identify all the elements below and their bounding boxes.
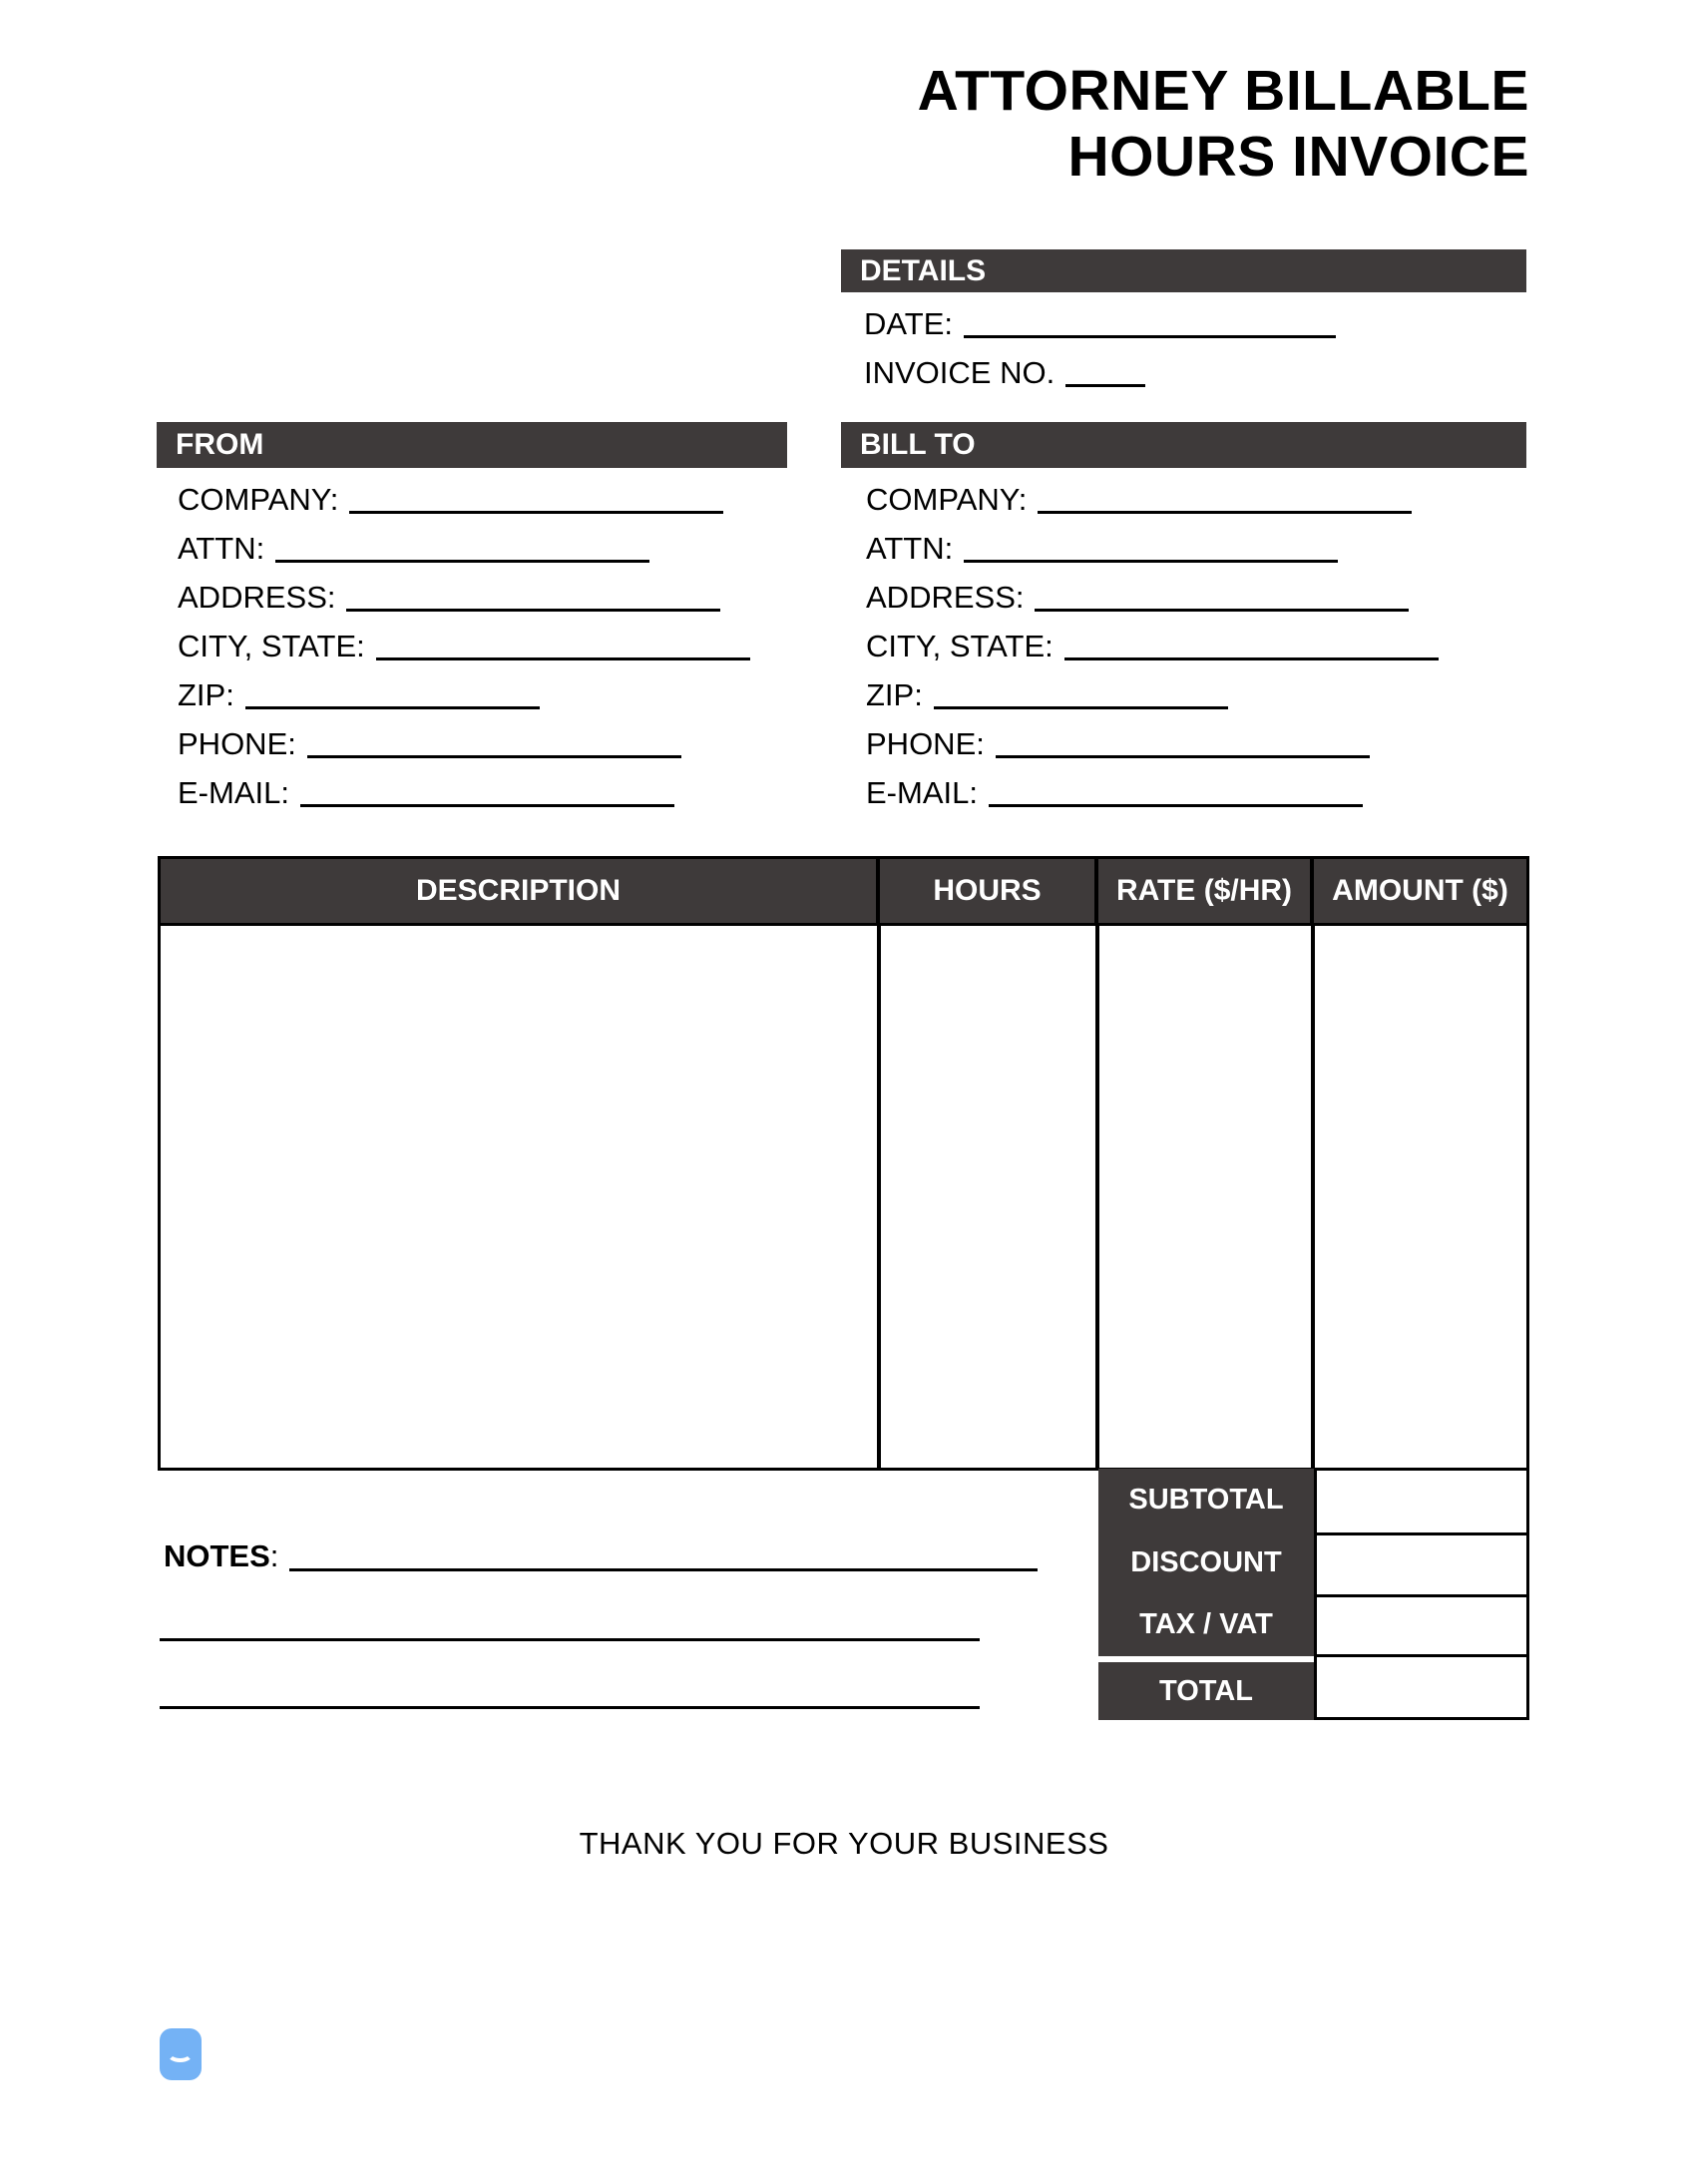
total-label: TOTAL [1159, 1674, 1253, 1707]
notes-input-line-1[interactable] [289, 1568, 1038, 1571]
invoice-no-row [864, 341, 1336, 390]
invoice-no-input-line[interactable] [1065, 384, 1145, 387]
details-fields [864, 292, 1336, 390]
bill-to-phone-row [866, 712, 1439, 761]
from-attn-row [178, 517, 750, 566]
from-email-label: E-MAIL: [178, 774, 289, 810]
line-items-table [158, 856, 1529, 1471]
column-divider-rate-amount [1311, 926, 1315, 1468]
bill-to-header-bar [841, 422, 1526, 468]
notes-input-line-3[interactable] [160, 1706, 980, 1709]
bill-to-attn-row [866, 517, 1439, 566]
from-address-input-line[interactable] [346, 609, 720, 612]
date-label: DATE: [864, 305, 953, 341]
from-company-input-line[interactable] [349, 511, 723, 514]
date-input-line[interactable] [964, 335, 1336, 338]
bill-to-address-label: ADDRESS: [866, 579, 1025, 615]
bill-to-company-row [866, 468, 1439, 517]
notes-row [164, 1530, 1038, 1574]
bill-to-address-row [866, 566, 1439, 615]
notes-colon: : [269, 1538, 279, 1573]
col-header-amount: AMOUNT ($) [1332, 874, 1508, 907]
from-address-row [178, 566, 750, 615]
from-city-state-row [178, 615, 750, 663]
bill-to-fields [866, 468, 1439, 810]
smile-arc [167, 2044, 194, 2062]
tax-vat-label: TAX / VAT [1139, 1608, 1273, 1641]
smile-logo-icon [160, 2028, 202, 2080]
subtotal-label: SUBTOTAL [1128, 1483, 1284, 1516]
items-table-body[interactable] [158, 926, 1529, 1471]
from-zip-label: ZIP: [178, 676, 234, 712]
title-line-2: HOURS INVOICE [1067, 125, 1529, 190]
bill-to-header-label: BILL TO [860, 428, 976, 461]
items-table-header [158, 856, 1529, 926]
bill-to-city-state-row [866, 615, 1439, 663]
from-company-row [178, 468, 750, 517]
notes-input-line-2[interactable] [160, 1638, 980, 1641]
from-zip-input-line[interactable] [245, 706, 540, 709]
title-line-1: ATTORNEY BILLABLE [917, 59, 1529, 123]
from-header-label: FROM [176, 428, 264, 461]
thank-you-message: THANK YOU FOR YOUR BUSINESS [579, 1826, 1109, 1861]
bill-to-email-row [866, 761, 1439, 810]
from-zip-row [178, 663, 750, 712]
from-header-bar [157, 422, 787, 468]
from-phone-input-line[interactable] [307, 755, 681, 758]
total-label-block [1098, 1662, 1314, 1720]
from-address-label: ADDRESS: [178, 579, 336, 615]
from-email-input-line[interactable] [300, 804, 674, 807]
totals-section [158, 1471, 1529, 1722]
from-attn-input-line[interactable] [275, 560, 649, 563]
discount-label: DISCOUNT [1130, 1545, 1282, 1578]
bill-to-address-input-line[interactable] [1035, 609, 1409, 612]
tax-vat-amount-cell[interactable] [1314, 1594, 1529, 1657]
from-company-label: COMPANY: [178, 481, 339, 517]
bill-to-zip-input-line[interactable] [934, 706, 1228, 709]
from-email-row [178, 761, 750, 810]
from-fields [178, 468, 750, 810]
bill-to-phone-input-line[interactable] [996, 755, 1370, 758]
notes-label: NOTES: [164, 1538, 279, 1573]
totals-labels-block [1098, 1469, 1314, 1656]
bill-to-zip-label: ZIP: [866, 676, 923, 712]
column-divider-hours-rate [1095, 926, 1099, 1468]
discount-amount-cell[interactable] [1314, 1532, 1529, 1597]
col-header-rate: RATE ($/HR) [1098, 859, 1314, 923]
subtotal-amount-cell[interactable] [1314, 1468, 1529, 1535]
from-city-state-input-line[interactable] [376, 657, 750, 660]
from-phone-row [178, 712, 750, 761]
bill-to-email-input-line[interactable] [989, 804, 1363, 807]
bill-to-email-label: E-MAIL: [866, 774, 978, 810]
bill-to-city-state-label: CITY, STATE: [866, 628, 1054, 663]
from-attn-label: ATTN: [178, 530, 265, 566]
bill-to-zip-row [866, 663, 1439, 712]
bill-to-phone-label: PHONE: [866, 725, 985, 761]
bill-to-company-label: COMPANY: [866, 481, 1028, 517]
details-header-bar [841, 249, 1526, 292]
document-title [918, 58, 1529, 190]
col-header-description: DESCRIPTION [161, 859, 880, 923]
bill-to-company-input-line[interactable] [1038, 511, 1412, 514]
column-divider-description-hours [877, 926, 881, 1468]
from-city-state-label: CITY, STATE: [178, 628, 365, 663]
date-row [864, 292, 1336, 341]
details-header-label: DETAILS [860, 253, 987, 287]
from-phone-label: PHONE: [178, 725, 296, 761]
bill-to-attn-label: ATTN: [866, 530, 954, 566]
total-amount-cell[interactable] [1314, 1654, 1529, 1720]
col-header-hours: HOURS [880, 859, 1098, 923]
invoice-no-label: INVOICE NO. [864, 354, 1055, 390]
bill-to-city-state-input-line[interactable] [1064, 657, 1439, 660]
bill-to-attn-input-line[interactable] [964, 560, 1338, 563]
